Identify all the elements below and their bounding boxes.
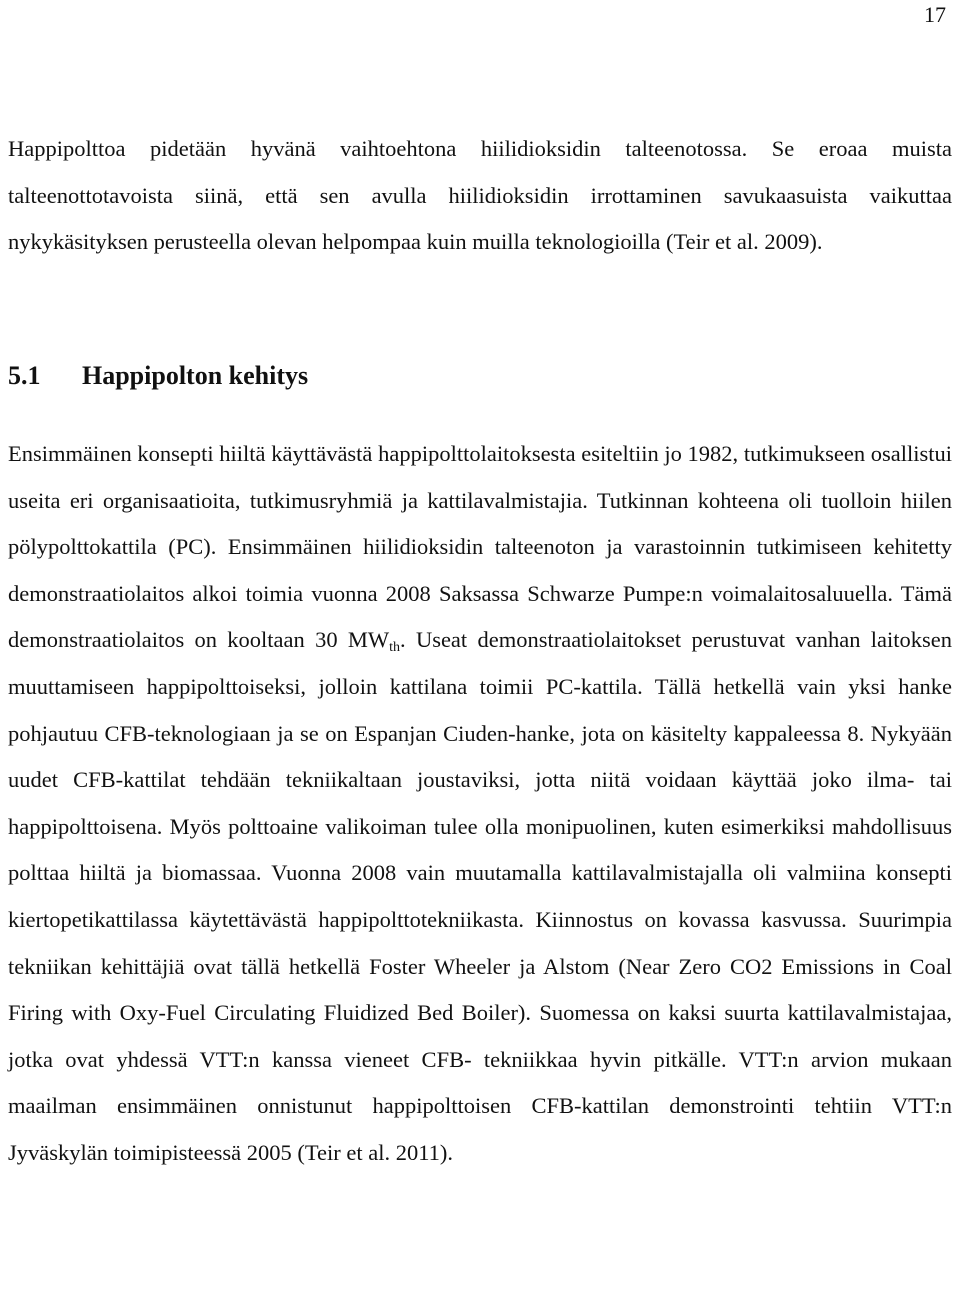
section-title: Happipolton kehitys bbox=[82, 361, 309, 390]
intro-paragraph: Happipolttoa pidetään hyvänä vaihtoehtona hiilidioksidin talteenotossa. Se eroaa muista talteenottotavoista siinä, että sen avulla hiilidioksidin irrottaminen savukaasuista vaikuttaa nykykäsityksen perusteella olevan helpompaa kuin muilla teknologioilla (Teir et al. 2009). bbox=[8, 136, 952, 255]
section-number: 5.1 bbox=[8, 361, 41, 390]
body-text-part-2: . Useat demonstraatiolaitokset perustuvat vanhan laitoksen muuttamiseen happipolttoiseksi, jolloin kattilana toimii PC-kattila. Tällä hetkellä vain yksi hanke pohjautuu CFB-teknologiaan ja se on Espanjan Ciuden-hanke, jota on käsitelty kappaleessa 8. Nykyään uudet CFB-kattilat tehdään tekniikaltaan joustaviksi, jotta niitä voidaan käyttää joko ilma- tai happipolttoisena. Myös polttoaine valikoiman tulee olla monipuolinen, kuten esimerkiksi mahdollisuus polttaa hiiltä ja biomassaa. Vuonna 2008 vain muutamalla kattilavalmistajalla oli valmiina konsepti kiertopetikattilassa käytettävästä happipolttotekniikasta. Kiinnostus on kovassa kasvussa. Suurimpia tekniikan kehittäjiä ovat tällä hetkellä Foster Wheeler ja Alstom (Near Zero CO2 Emissions in Coal Firing with Oxy-Fuel Circulating Fluidized Bed Boiler). Suomessa on kaksi suurta kattilavalmistajaa, jotka ovat yhdessä VTT:n kanssa vieneet CFB- tekniikkaa hyvin pitkälle. VTT:n arvion mukaan maailman ensimmäinen onnistunut happipolttoisen CFB-kattilan demonstrointi tehtiin VTT:n Jyväskylän toimipisteessä 2005 (Teir et al. 2011). bbox=[8, 627, 952, 1165]
page-number: 17 bbox=[924, 2, 946, 27]
body-text-part-1: Ensimmäinen konsepti hiiltä käyttävästä happipolttolaitoksesta esiteltiin jo 1982, tutkimukseen osallistui useita eri organisaatioita, tutkimusryhmiä ja kattilavalmistajia. Tutkinnan kohteena oli tuolloin hiilen pölypolttokattila (PC). Ensimmäinen hiilidioksidin talteenoton ja varastoinnin tutkimiseen kehitetty demonstraatiolaitos alkoi toimia vuonna 2008 Saksassa Schwarze Pumpe:n voimalaitosaluuella. Tämä demonstraatiolaitos on kooltaan 30 MW bbox=[8, 441, 952, 653]
section-heading bbox=[8, 356, 308, 396]
subscript-th: th bbox=[389, 640, 401, 656]
body-paragraph bbox=[8, 431, 952, 1177]
